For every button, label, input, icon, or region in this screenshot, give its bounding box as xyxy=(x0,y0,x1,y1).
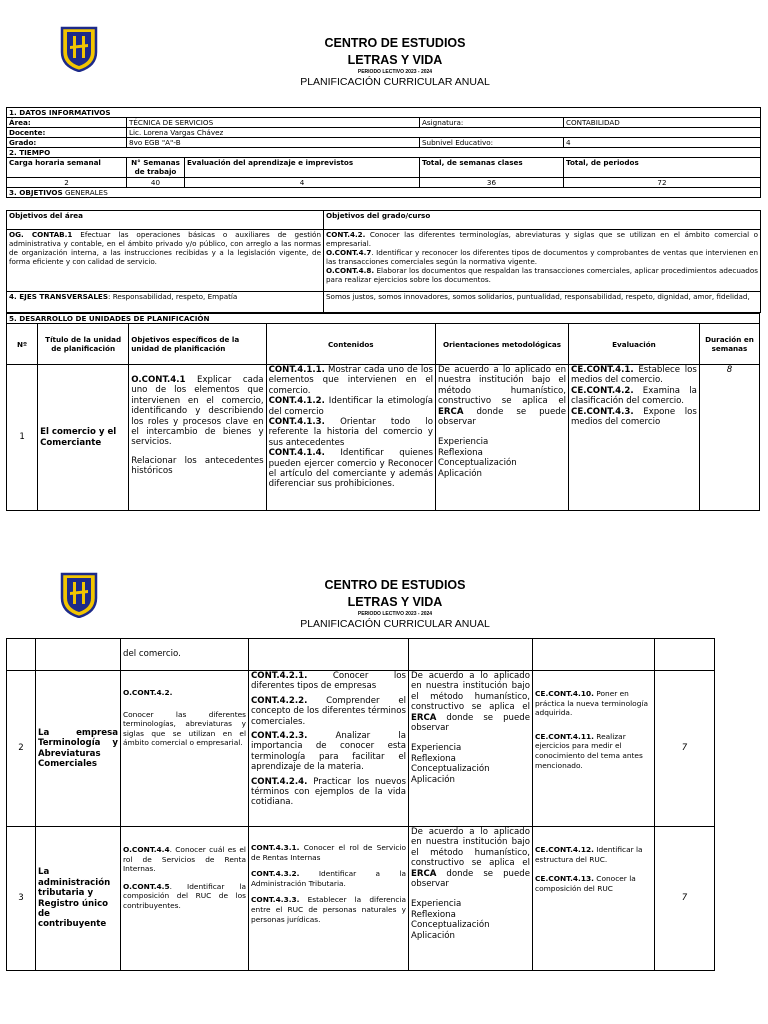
unit1-met-post: donde se puede observar xyxy=(438,406,567,428)
unit1-evaluation xyxy=(569,365,700,511)
school-name-line2: LETRAS Y VIDA xyxy=(347,53,443,67)
planning-table-page1 xyxy=(6,313,760,511)
cont-empty-cell xyxy=(249,639,409,671)
cont-empty-cell xyxy=(533,639,655,671)
unit3-met-bold: ERCA xyxy=(411,868,437,879)
grado-value: 8vo EGB "A"-B xyxy=(127,138,420,148)
unit1-title: El comercio y el Comerciante xyxy=(38,365,129,511)
unit2-num: 2 xyxy=(7,671,36,827)
unit3-o1-text: . Conocer cuál es el rol de Servicios de Renta Internas. xyxy=(123,845,246,874)
unit2-e1-text: Poner en práctica la nueva terminología adquirida. xyxy=(535,689,648,718)
section-tiempo-title: 2. TIEMPO xyxy=(7,148,761,158)
unit1-c1-text: Mostrar cada uno de los elementos que intervienen en el comercio. xyxy=(268,365,434,396)
unit3-title: La administración tributaria y Registro único de contribuyente xyxy=(36,827,121,971)
school-name-line1: CENTRO DE ESTUDIOS xyxy=(324,578,466,592)
unit2-met-bold: ERCA xyxy=(411,712,437,723)
page-2 xyxy=(0,560,768,1024)
unit2-methodology xyxy=(409,671,533,827)
unit1-e3-text: Expone los medios del comercio xyxy=(571,406,697,428)
asignatura-label: Asignatura: xyxy=(420,118,564,128)
period-label: PERIODO LECTIVO 2023 - 2024 xyxy=(357,69,433,75)
unit1-obj-text: Explicar cada uno de los elementos que intervienen en el comercio, identificando y describiendo los roles y procesos clave en el intercambio de bienes y servicios. xyxy=(131,375,264,448)
info-table xyxy=(6,107,761,198)
unit2-obj-text: Conocer las diferentes terminologías, abreviaturas y siglas que se utilizan en el ámbito comercial o empresarial. xyxy=(123,709,246,748)
tiempo-header-total-semanas: Total, de semanas clases xyxy=(420,158,564,178)
unit3-c1-code: CONT.4.3.1. xyxy=(251,843,300,852)
grado-obj-1-text: Conocer las diferentes terminologías, abreviaturas y siglas que se utilizan en el ámbito comercial o empresarial. xyxy=(326,230,758,248)
unit1-c4-code: CONT.4.1.4. xyxy=(268,448,325,459)
unit2-met-post: donde se puede observar xyxy=(411,712,530,734)
period-label: PERIODO LECTIVO 2023 - 2024 xyxy=(357,611,433,617)
document-header xyxy=(230,35,560,89)
unit3-evaluation xyxy=(533,827,655,971)
section-objetivos-title xyxy=(7,188,761,198)
tiempo-header-evaluacion: Evaluación del aprendizaje e imprevistos xyxy=(185,158,420,178)
objetivo-area-og xyxy=(7,230,324,292)
tiempo-value-carga: 2 xyxy=(7,178,127,188)
cont-empty-cell xyxy=(409,639,533,671)
docente-label: Docente: xyxy=(7,128,127,138)
unit3-objectives xyxy=(121,827,249,971)
unit1-c2-code: CONT.4.1.2. xyxy=(268,396,325,407)
col-header-objetivos: Objetivos específicos de la unidad de planificación xyxy=(129,324,266,365)
unit2-c4-text: Practicar los nuevos términos con ejemplos de la vida cotidiana. xyxy=(251,776,406,808)
cont-empty-cell xyxy=(7,639,36,671)
tiempo-value-total-periodos: 72 xyxy=(564,178,761,188)
unit1-obj-continuation: del comercio. xyxy=(121,639,249,671)
unit2-e2-text: Realizar ejercicios para medir el conocimiento del tema antes mencionado. xyxy=(535,731,643,770)
unit3-c2-code: CONT.4.3.2. xyxy=(251,869,300,879)
unit2-c3-text: Analizar la importancia de conocer esta terminología para facilitar el aprendizaje de la materia. xyxy=(251,731,406,773)
unit1-met-step: Aplicación xyxy=(438,468,482,479)
col-header-contenidos: Contenidos xyxy=(266,324,435,365)
ejes-left-text: : Responsabilidad, respeto, Empatía xyxy=(108,292,238,301)
tiempo-header-total-periodos: Total, de periodos xyxy=(564,158,761,178)
tiempo-value-semanas: 40 xyxy=(127,178,185,188)
subnivel-value: 4 xyxy=(564,138,761,148)
objetivos-grado-list xyxy=(324,230,761,292)
unit2-contents xyxy=(249,671,409,827)
unit1-e3-code: CE.CONT.4.3. xyxy=(571,406,634,417)
col-header-orientaciones: Orientaciones metodológicas xyxy=(436,324,569,365)
tiempo-header-semanas: N° Semanas de trabajo xyxy=(127,158,185,178)
col-header-duracion: Duración en semanas xyxy=(699,324,759,365)
area-value: TÉCNICA DE SERVICIOS xyxy=(127,118,420,128)
unit2-met-step: Reflexiona xyxy=(411,753,456,764)
unit2-met-step: Experiencia xyxy=(411,743,462,754)
unit1-e2-code: CE.CONT.4.2. xyxy=(571,385,634,396)
section-desarrollo-title: 5. DESARROLLO DE UNIDADES DE PLANIFICACIÓN xyxy=(7,314,760,324)
cont-empty-cell xyxy=(36,639,121,671)
ejes-right-text: Somos justos, somos innovadores, somos solidarios, puntualidad, responsabilidad, respeto, dignidad, amor, fidelidad, xyxy=(324,292,761,313)
asignatura-value: CONTABILIDAD xyxy=(564,118,761,128)
area-label: Área: xyxy=(7,118,127,128)
document-header xyxy=(230,577,560,631)
tiempo-header-carga: Carga horaria semanal xyxy=(7,158,127,178)
unit1-duration: 8 xyxy=(699,365,759,511)
unit1-met-pre: De acuerdo a lo aplicado en nuestra institución bajo el método humanístico, constructivo se aplica el xyxy=(438,365,567,407)
unit2-e2-code: CE.CONT.4.11. xyxy=(535,731,594,741)
unit1-num: 1 xyxy=(7,365,38,511)
grado-obj-1-code: CONT.4.2. xyxy=(326,230,366,239)
unit3-met-pre: De acuerdo a lo aplicado en nuestra institución bajo el método humanístico, constructivo se aplica el xyxy=(411,827,530,869)
document-title: PLANIFICACIÓN CURRICULAR ANUAL xyxy=(300,76,490,88)
unit2-c3-code: CONT.4.2.3. xyxy=(251,731,308,742)
objetivos-area-header: Objetivos del área xyxy=(7,211,324,230)
tiempo-value-total-semanas: 36 xyxy=(420,178,564,188)
unit2-met-pre: De acuerdo a lo aplicado en nuestra institución bajo el método humanístico, constructivo se aplica el xyxy=(411,671,530,713)
unit1-c3-text: Orientar todo lo referente la historia del comercio y sus antecedentes xyxy=(268,417,434,448)
unit3-contents xyxy=(249,827,409,971)
school-name-line1: CENTRO DE ESTUDIOS xyxy=(324,36,466,50)
col-header-titulo: Título de la unidad de planificación xyxy=(38,324,129,365)
unit1-met-step: Reflexiona xyxy=(438,447,483,458)
unit1-e1-text: Establece los medios del comercio. xyxy=(571,365,697,386)
unit1-c1-code: CONT.4.1.1. xyxy=(268,365,325,375)
unit2-evaluation xyxy=(533,671,655,827)
cont-empty-cell xyxy=(655,639,715,671)
col-header-evaluacion: Evaluación xyxy=(569,324,700,365)
school-logo-icon xyxy=(58,568,100,618)
grado-label: Grado: xyxy=(7,138,127,148)
unit2-e1-code: CE.CONT.4.10. xyxy=(535,689,594,698)
unit1-obj-text2: Relacionar los antecedentes históricos xyxy=(131,455,264,477)
ejes-left xyxy=(7,292,324,313)
planning-table-page2 xyxy=(6,638,715,971)
unit3-e2-text: Conocer la composición del RUC xyxy=(535,874,636,893)
unit3-c3-code: CONT.4.3.3. xyxy=(251,895,300,905)
ejes-label: 4. EJES TRANSVERSALES xyxy=(9,292,109,301)
section-datos-title: 1. DATOS INFORMATIVOS xyxy=(7,108,761,118)
unit3-e2-code: CE.CONT.4.13. xyxy=(535,874,594,884)
objectives-table xyxy=(6,210,761,313)
unit3-met-step: Conceptualización xyxy=(411,920,490,931)
unit2-objectives xyxy=(121,671,249,827)
unit1-obj-code: O.CONT.4.1 xyxy=(131,375,186,385)
unit3-o2-code: O.CONT.4.5 xyxy=(123,881,170,891)
unit1-c4-text: Identificar quienes pueden ejercer comercio y Reconocer el artículo del comerciante y además diferenciar sus prohibiciones. xyxy=(268,448,434,490)
unit2-title: La empresa Terminología y Abreviaturas Comerciales xyxy=(36,671,121,827)
unit2-c2-code: CONT.4.2.2. xyxy=(251,695,308,706)
unit3-e1-code: CE.CONT.4.12. xyxy=(535,845,594,854)
unit3-duration: 7 xyxy=(655,827,715,971)
unit3-met-step: Experiencia xyxy=(411,899,462,910)
unit2-met-step: Conceptualización xyxy=(411,764,490,775)
docente-value: Lic. Lorena Vargas Chávez xyxy=(127,128,761,138)
unit2-duration: 7 xyxy=(655,671,715,827)
document-title: PLANIFICACIÓN CURRICULAR ANUAL xyxy=(300,618,490,630)
unit1-e1-code: CE.CONT.4.1. xyxy=(571,365,634,375)
grado-obj-2-code: O.CONT.4.7 xyxy=(326,248,372,257)
unit3-met-step: Aplicación xyxy=(411,930,455,941)
unit1-met-step: Experiencia xyxy=(438,437,489,448)
school-name-line2: LETRAS Y VIDA xyxy=(347,595,443,609)
school-logo-icon xyxy=(58,22,100,72)
grado-obj-2-text: . Identificar y reconocer los diferentes tipos de documentos y comprobantes de ventas que intervienen en las transacciones comerciales según la normativa vigente. xyxy=(326,248,758,266)
unit2-c2-text: Comprender el concepto de los diferentes términos comerciales. xyxy=(251,695,406,727)
og-code: OG. CONTAB.1 xyxy=(9,230,73,239)
unit3-o2-text: . Identificar la composición del RUC de los contribuyentes. xyxy=(123,881,246,910)
unit1-c3-code: CONT.4.1.3. xyxy=(268,417,325,428)
unit2-obj-code: O.CONT.4.2. xyxy=(123,688,173,697)
objetivos-grado-header: Objetivos del grado/curso xyxy=(324,211,761,230)
grado-obj-3-text: Elaborar los documentos que respaldan las transacciones comerciales, aplicar procedimientos adecuados para realizar ejercicios sobre los documentos. xyxy=(326,266,758,284)
unit1-met-bold: ERCA xyxy=(438,406,464,417)
unit1-objectives xyxy=(129,365,266,511)
unit3-c2-text: Identificar a la Administración Tributaria. xyxy=(251,869,406,888)
unit2-c4-code: CONT.4.2.4. xyxy=(251,776,308,787)
grado-obj-3-code: O.CONT.4.8. xyxy=(326,266,375,275)
objetivos-title-rest: GENERALES xyxy=(62,188,108,197)
unit1-e2-text: Examina la clasificación del comercio. xyxy=(571,385,697,407)
unit3-num: 3 xyxy=(7,827,36,971)
unit3-met-post: donde se puede observar xyxy=(411,868,530,890)
unit1-c2-text: Identificar la etimología del comercio xyxy=(268,396,434,417)
unit2-c1-code: CONT.4.2.1. xyxy=(251,671,308,681)
unit2-met-step: Aplicación xyxy=(411,774,455,785)
og-text: Efectuar las operaciones básicas o auxiliares de gestión administrativa y contable, en el ámbito privado y/o público, con arreglo a las normas de organización interna, a las instrucciones recibidas y a la legislación vigente, de forma eficiente y con calidad de servicio. xyxy=(9,230,322,266)
unit3-c3-text: Establecer la diferencia entre el RUC de personas naturales y personas jurídicas. xyxy=(251,895,406,924)
unit1-contents xyxy=(266,365,435,511)
objetivos-title-bold: 3. OBJETIVOS xyxy=(9,188,63,197)
subnivel-label: Subnivel Educativo: xyxy=(420,138,564,148)
unit3-met-step: Reflexiona xyxy=(411,909,456,920)
unit3-o1-code: O.CONT.4.4 xyxy=(123,845,170,854)
col-header-num: Nº xyxy=(7,324,38,365)
tiempo-value-evaluacion: 4 xyxy=(185,178,420,188)
unit1-methodology xyxy=(436,365,569,511)
unit3-e1-text: Identificar la estructura del RUC. xyxy=(535,845,643,864)
unit1-met-step: Conceptualización xyxy=(438,458,517,469)
unit3-c1-text: Conocer el rol de Servicio de Rentas Internas xyxy=(251,843,406,862)
unit2-c1-text: Conocer los diferentes tipos de empresas xyxy=(251,671,406,692)
unit3-methodology xyxy=(409,827,533,971)
